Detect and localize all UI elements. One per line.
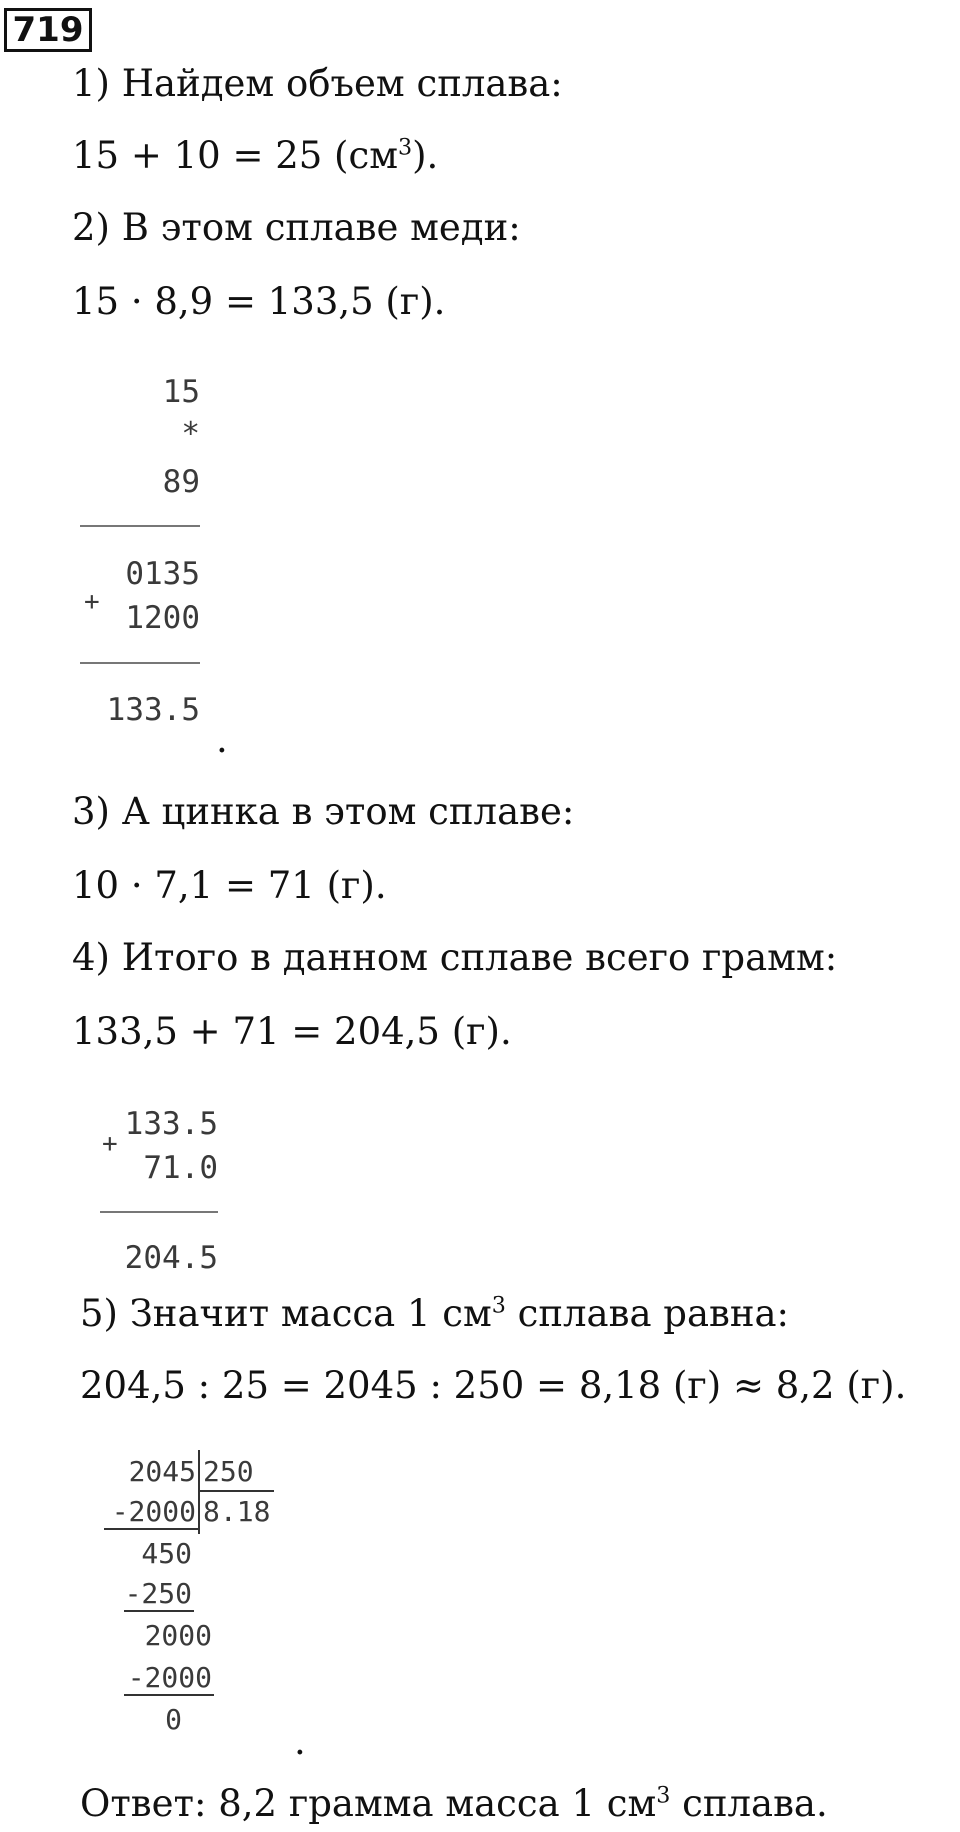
mult-partial-2: 1200: [125, 600, 200, 636]
add-plus-sign: +: [102, 1129, 118, 1159]
step-5-expression: 204,5 : 25 = 2045 : 250 = 8,18 (г) ≈ 8,2 (г).: [80, 1364, 907, 1407]
add-term-b: 71.0: [143, 1150, 218, 1186]
mult-rule-1: [80, 525, 200, 527]
mult-rule-2: [80, 662, 200, 664]
div-remainder-1: 450: [141, 1537, 192, 1570]
step-2-expression: 15 · 8,9 = 133,5 (г).: [72, 280, 446, 323]
add-result: 204.5: [124, 1240, 218, 1276]
step-4-expression: 133,5 + 71 = 204,5 (г).: [72, 1010, 512, 1053]
div-remainder-2: 2000: [144, 1619, 212, 1652]
div-rule-3: [124, 1694, 214, 1696]
div-subtract-1: -2000: [111, 1495, 196, 1528]
div-subtract-2: -250: [124, 1577, 192, 1610]
div-quotient: 8.18: [203, 1495, 271, 1528]
div-dividend: 2045: [128, 1455, 196, 1488]
add-rule: [100, 1211, 218, 1213]
div-rule-2: [124, 1610, 194, 1612]
step-4-text: 4) Итого в данном сплаве всего грамм:: [72, 936, 838, 979]
step-3-expression: 10 · 7,1 = 71 (г).: [72, 864, 387, 907]
div-subtract-3: -2000: [127, 1661, 212, 1694]
div-divisor: 250: [203, 1455, 254, 1488]
div-remainder-3: 0: [165, 1703, 182, 1736]
mult-plus-sign: +: [84, 587, 100, 617]
step-5-text: 5) Значит масса 1 $см^3$ сплава равна:: [80, 1292, 790, 1335]
div-divisor-rule: [198, 1490, 274, 1492]
mult-factor-a: 15: [162, 374, 200, 410]
mult-factor-b: 89: [162, 464, 200, 500]
step-1-expression: 15 + 10 = 25 $(см^3)$.: [72, 134, 439, 177]
mult-partial-1: 0135: [125, 556, 200, 592]
step-1-text: 1) Найдем объем сплава:: [72, 62, 563, 105]
answer-line: Ответ: 8,2 грамма масса 1 $см^3$ сплава.: [80, 1782, 828, 1825]
problem-number-box: 719: [4, 8, 92, 52]
step-2-text: 2) В этом сплаве меди:: [72, 206, 521, 249]
mult-operator: *: [181, 416, 200, 452]
add-term-a: 133.5: [124, 1106, 218, 1142]
div-end-dot: .: [294, 1720, 306, 1763]
mult-result: 133.5: [106, 692, 200, 728]
step-3-text: 3) А цинка в этом сплаве:: [72, 790, 575, 833]
mult-end-dot: .: [216, 718, 228, 761]
div-rule-1: [104, 1528, 198, 1530]
div-vertical-bar: [198, 1450, 200, 1534]
